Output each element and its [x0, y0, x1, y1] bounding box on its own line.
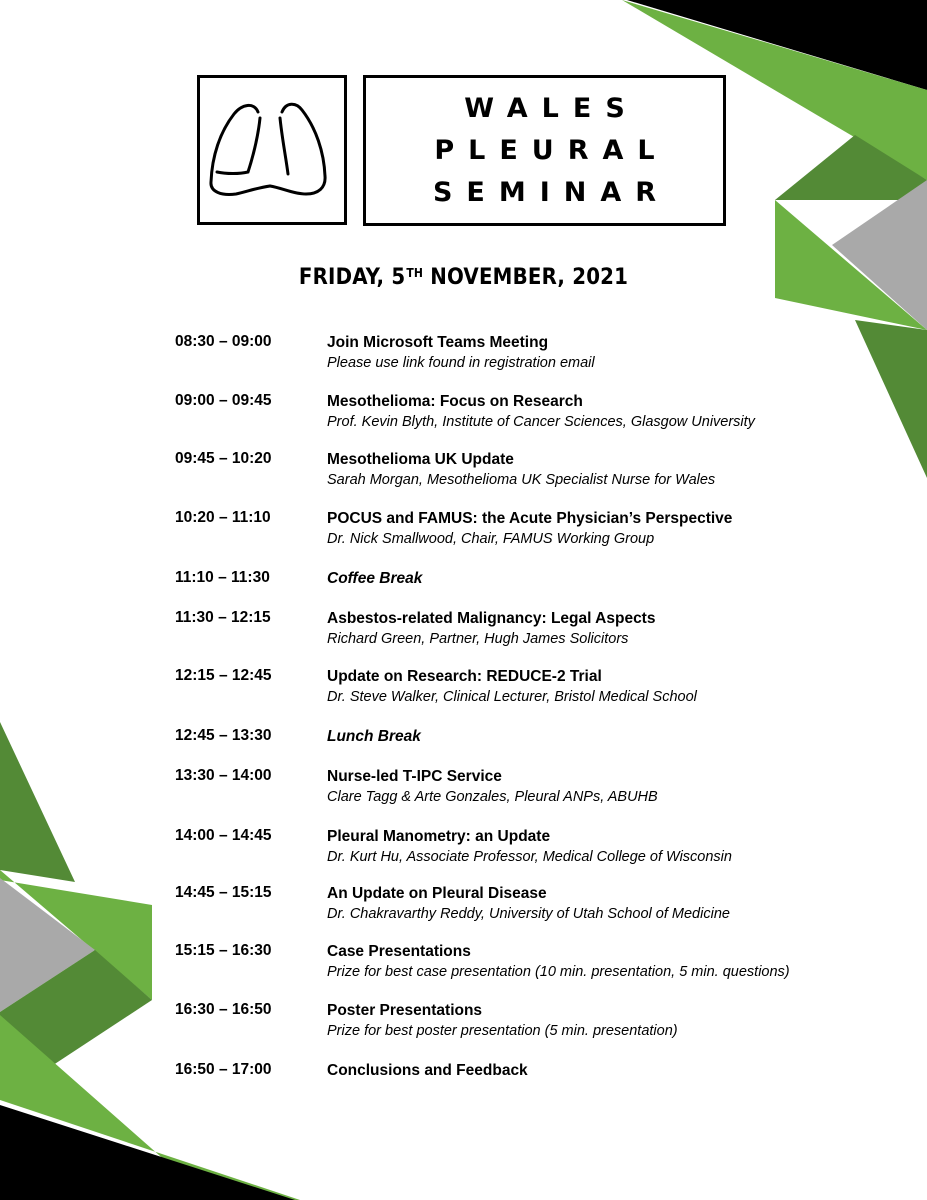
session-subtitle: Sarah Morgan, Mesothelioma UK Specialist Nurse for Wales: [327, 472, 716, 488]
session-subtitle: Dr. Nick Smallwood, Chair, FAMUS Working Group: [327, 531, 655, 547]
seminar-title-box: [363, 75, 726, 226]
deco-darkgreen-bottom-left: [0, 722, 75, 882]
session-subtitle: Dr. Steve Walker, Clinical Lecturer, Bristol Medical School: [327, 689, 697, 705]
session-time: 11:30 – 12:15: [175, 609, 271, 626]
session-title: POCUS and FAMUS: the Acute Physician’s Perspective: [327, 510, 733, 527]
session-subtitle: Dr. Chakravarthy Reddy, University of Utah School of Medicine: [327, 906, 730, 922]
date-suffix: NOVEMBER, 2021: [423, 265, 629, 290]
session-time: 10:20 – 11:10: [175, 509, 271, 526]
session-details: [327, 667, 697, 707]
session-title: Update on Research: REDUCE-2 Trial: [327, 668, 602, 685]
session-title: Pleural Manometry: an Update: [327, 828, 551, 845]
session-time: 09:00 – 09:45: [175, 392, 272, 409]
logo-box: [197, 75, 347, 225]
session-details: [327, 942, 790, 982]
session-title: Coffee Break: [327, 570, 423, 587]
session-title: Conclusions and Feedback: [327, 1062, 528, 1079]
session-time: 13:30 – 14:00: [175, 767, 272, 784]
session-time: 08:30 – 09:00: [175, 333, 272, 350]
session-title: Lunch Break: [327, 728, 421, 745]
event-date: [0, 265, 927, 290]
session-title: An Update on Pleural Disease: [327, 885, 547, 902]
session-subtitle: Dr. Kurt Hu, Associate Professor, Medical College of Wisconsin: [327, 849, 732, 865]
session-details: [327, 1001, 678, 1041]
session-details: [327, 333, 595, 373]
session-subtitle: Please use link found in registration email: [327, 355, 595, 371]
session-details: [327, 727, 421, 747]
session-time: 14:45 – 15:15: [175, 884, 272, 901]
session-time: 14:00 – 14:45: [175, 827, 272, 844]
title-line-2: PLEURAL: [434, 134, 669, 166]
session-title: Nurse-led T-IPC Service: [327, 768, 502, 785]
session-details: [327, 509, 732, 549]
session-title: Join Microsoft Teams Meeting: [327, 334, 549, 351]
date-prefix: FRIDAY, 5: [298, 265, 406, 290]
session-time: 16:30 – 16:50: [175, 1001, 272, 1018]
date-ordinal: TH: [406, 266, 424, 280]
session-details: [327, 884, 730, 924]
session-details: [327, 1061, 528, 1081]
session-details: [327, 392, 755, 432]
session-details: [327, 767, 658, 807]
session-title: Mesothelioma: Focus on Research: [327, 393, 583, 410]
session-time: 11:10 – 11:30: [175, 569, 270, 586]
session-subtitle: Prize for best poster presentation (5 min. presentation): [327, 1023, 678, 1039]
session-title: Case Presentations: [327, 943, 471, 960]
title-line-3: SEMINAR: [432, 176, 671, 208]
deco-black-bottom-left: [0, 1105, 295, 1200]
session-subtitle: Clare Tagg & Arte Gonzales, Pleural ANPs, ABUHB: [327, 789, 658, 805]
session-time: 12:45 – 13:30: [175, 727, 272, 744]
deco-darkgreen-mid-right: [855, 320, 927, 478]
session-time: 12:15 – 12:45: [175, 667, 272, 684]
session-time: 16:50 – 17:00: [175, 1061, 272, 1078]
session-time: 09:45 – 10:20: [175, 450, 272, 467]
session-time: 15:15 – 16:30: [175, 942, 272, 959]
session-title: Mesothelioma UK Update: [327, 451, 514, 468]
title-line-1: WALES: [464, 92, 639, 124]
session-title: Asbestos-related Malignancy: Legal Aspects: [327, 610, 656, 627]
lungs-outline-icon: [200, 78, 344, 222]
session-subtitle: Prize for best case presentation (10 min. presentation, 5 min. questions): [327, 964, 790, 980]
session-subtitle: Richard Green, Partner, Hugh James Solicitors: [327, 631, 629, 647]
session-details: [327, 827, 732, 867]
session-title: Poster Presentations: [327, 1002, 483, 1019]
session-details: [327, 609, 655, 649]
session-details: [327, 450, 715, 490]
session-details: [327, 569, 422, 589]
session-subtitle: Prof. Kevin Blyth, Institute of Cancer Sciences, Glasgow University: [327, 414, 755, 430]
